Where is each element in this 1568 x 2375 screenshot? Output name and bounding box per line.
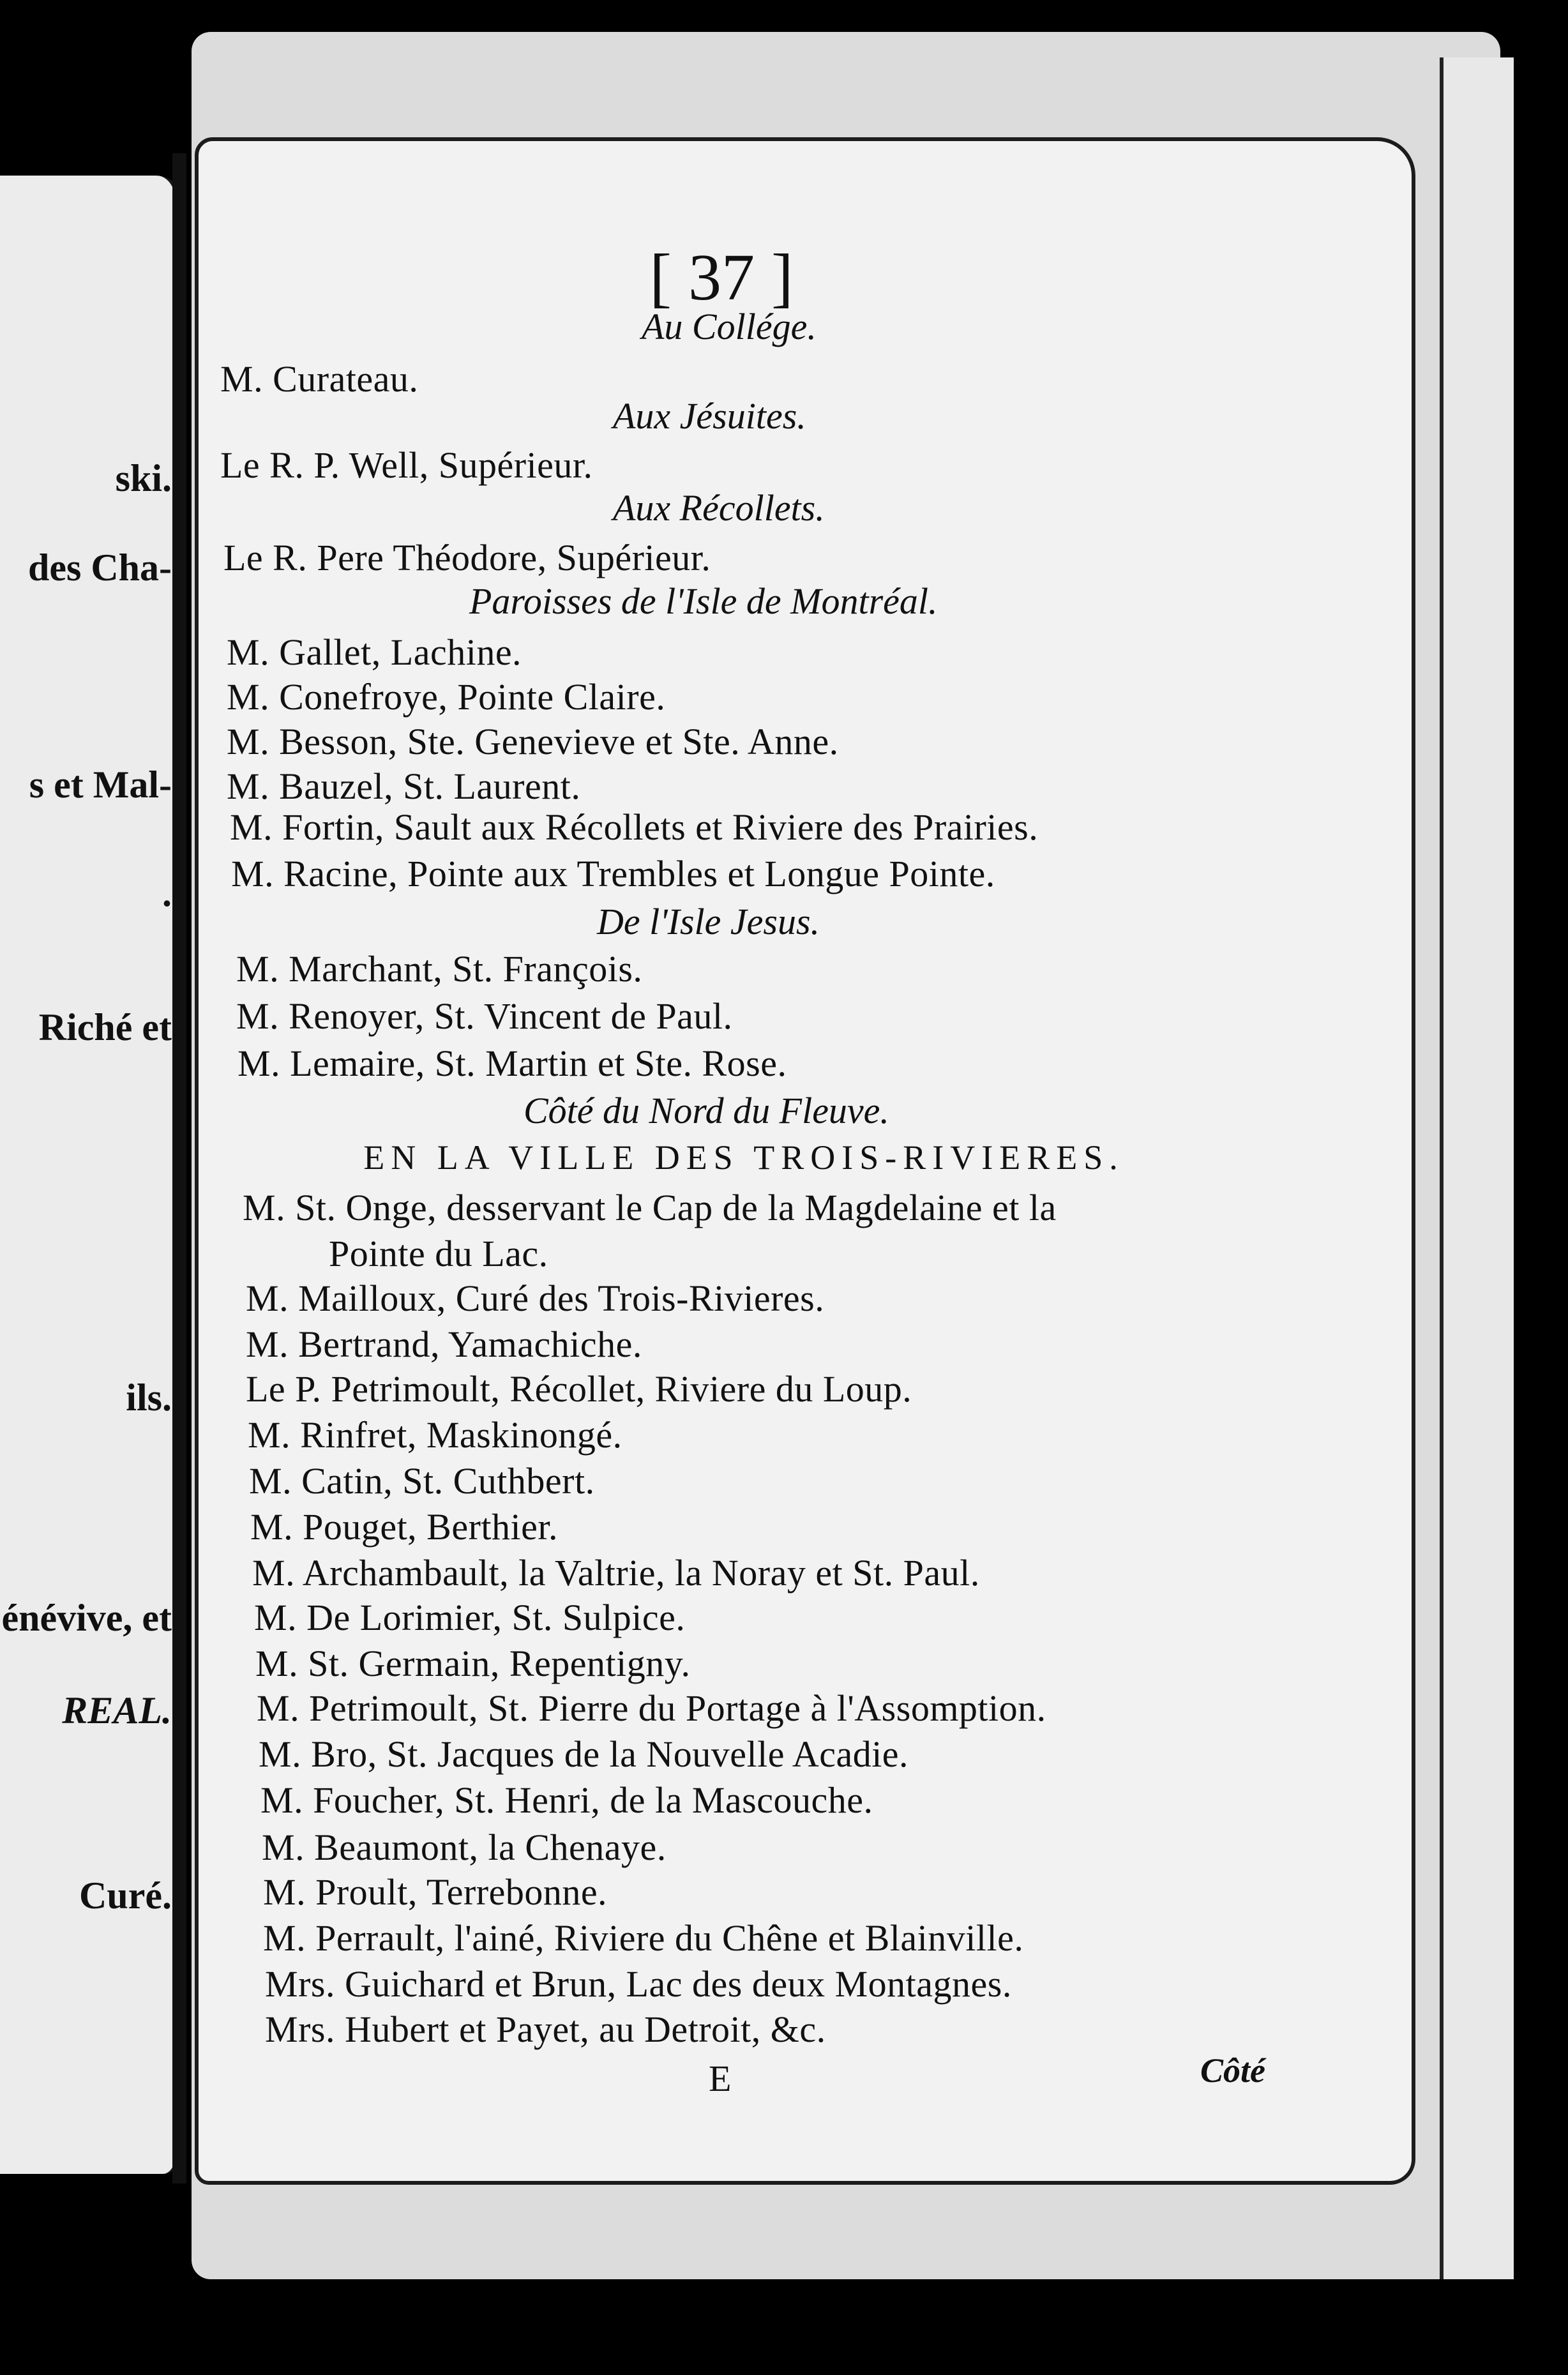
entry-line: M. Petrimoult, St. Pierre du Portage à l'Assomption.	[257, 1687, 1046, 1729]
signature-mark: E	[709, 2058, 732, 2099]
entry-line: M. Conefroye, Pointe Claire.	[227, 676, 666, 718]
entry-line: Le R. Pere Théodore, Supérieur.	[223, 537, 711, 578]
entry-line: Le R. P. Well, Supérieur.	[220, 444, 593, 486]
section-heading: Paroisses de l'Isle de Montréal.	[469, 580, 938, 622]
entry-line: M. De Lorimier, St. Sulpice.	[254, 1597, 686, 1638]
left-fragment-line: .	[162, 872, 172, 914]
entry-line: M. St. Germain, Repentigny.	[255, 1643, 691, 1684]
entry-line: M. Rinfret, Maskinongé.	[248, 1414, 622, 1456]
entry-line: M. Racine, Pointe aux Trembles et Longue Pointe.	[231, 853, 995, 894]
entry-line: Mrs. Hubert et Payet, au Detroit, &c.	[265, 2009, 826, 2050]
entry-line: M. Proult, Terrebonne.	[263, 1871, 608, 1913]
entry-line: M. Marchant, St. François.	[236, 948, 643, 990]
entry-line: Mrs. Guichard et Brun, Lac des deux Montagnes.	[265, 1963, 1012, 2005]
entry-line: M. Mailloux, Curé des Trois-Rivieres.	[246, 1278, 825, 1319]
entry-line: M. Lemaire, St. Martin et Ste. Rose.	[237, 1043, 787, 1084]
left-fragment-line: ski.	[115, 457, 172, 499]
entry-line: M. Curateau.	[220, 358, 419, 400]
mount-edge	[1440, 57, 1514, 2279]
entry-line: M. Pouget, Berthier.	[250, 1506, 559, 1548]
section-heading: Aux Jésuites.	[613, 395, 806, 437]
entry-line: M. Perrault, l'ainé, Riviere du Chêne et Blainville.	[263, 1917, 1024, 1959]
entry-line: M. Catin, St. Cuthbert.	[249, 1460, 595, 1502]
section-heading: Au Collége.	[642, 306, 817, 347]
entry-line: M. Beaumont, la Chenaye.	[262, 1827, 667, 1868]
left-fragment-line: des Cha-	[27, 547, 172, 589]
catchword: Côté	[1200, 2051, 1265, 2090]
entry-line: M. St. Onge, desservant le Cap de la Magdelaine et la	[243, 1187, 1057, 1228]
left-fragment-line: s et Mal-	[29, 764, 172, 806]
section-heading: De l'Isle Jesus.	[597, 901, 820, 942]
entry-line: M. Archambault, la Valtrie, la Noray et St. Paul.	[252, 1552, 980, 1594]
left-fragment-line: ils.	[126, 1376, 172, 1419]
left-fragment-line: Curé.	[79, 1874, 172, 1917]
entry-line: M. Fortin, Sault aux Récollets et Riviere des Prairies.	[230, 806, 1039, 848]
entry-line: M. Foucher, St. Henri, de la Mascouche.	[260, 1779, 873, 1821]
town-heading: EN LA VILLE DES TROIS-RIVIERES.	[363, 1138, 1124, 1177]
entry-line: M. Besson, Ste. Genevieve et Ste. Anne.	[227, 721, 839, 762]
entry-line: M. Renoyer, St. Vincent de Paul.	[236, 995, 733, 1037]
entry-line: Pointe du Lac.	[329, 1233, 548, 1274]
left-fragment-line: énévive, et	[1, 1597, 172, 1639]
book-binding	[172, 153, 186, 2183]
entry-line: M. Gallet, Lachine.	[227, 631, 522, 673]
left-fragment-line: Riché et	[38, 1006, 172, 1048]
entry-line: M. Bertrand, Yamachiche.	[246, 1323, 642, 1365]
entry-line: M. Bro, St. Jacques de la Nouvelle Acadie.	[259, 1733, 909, 1775]
facing-page-fragment	[0, 176, 182, 2174]
page-number: [ 37 ]	[649, 241, 794, 314]
section-heading: Aux Récollets.	[613, 487, 825, 529]
left-fragment-line: REAL.	[62, 1689, 172, 1731]
entry-line: Le P. Petrimoult, Récollet, Riviere du Loup.	[246, 1368, 912, 1410]
entry-line: M. Bauzel, St. Laurent.	[227, 765, 581, 807]
section-heading: Côté du Nord du Fleuve.	[524, 1090, 889, 1131]
